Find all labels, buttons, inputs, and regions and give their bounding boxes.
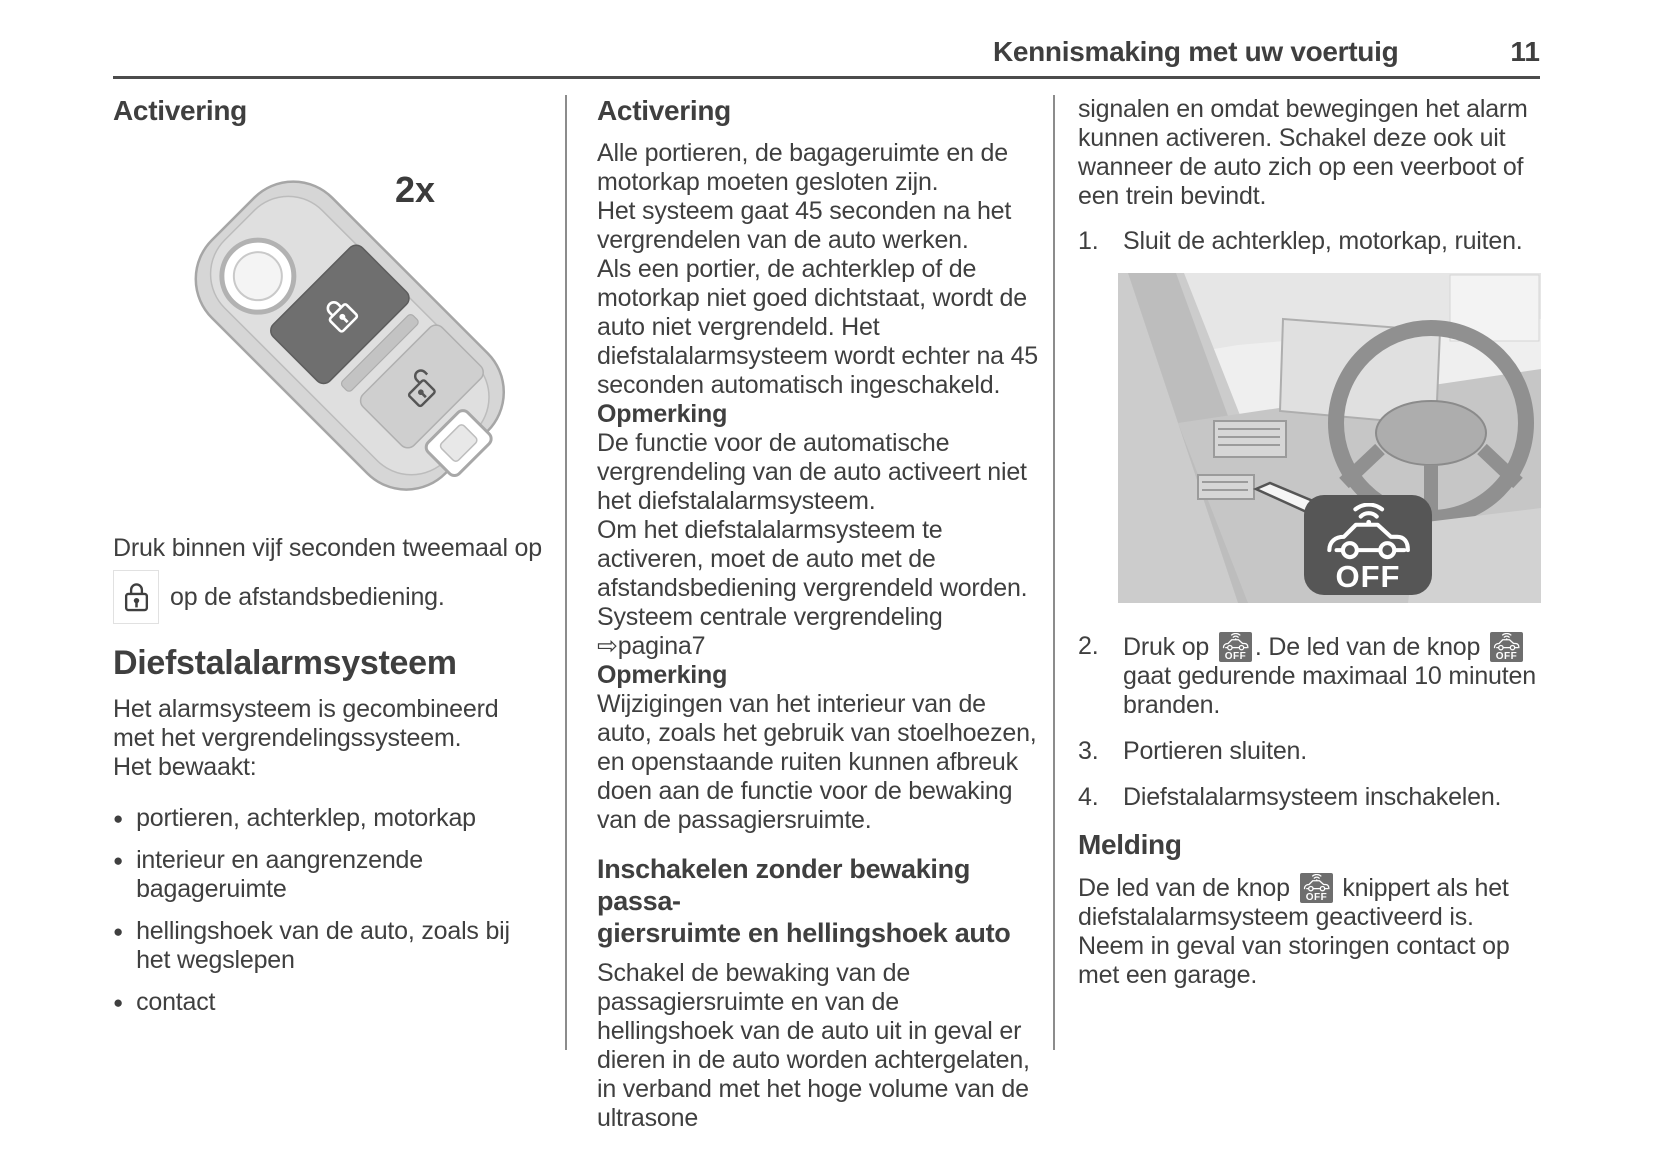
key-fob-illustration [113, 139, 546, 524]
press-twice-label: 2x [395, 169, 436, 210]
list-item [113, 988, 546, 1017]
paragraph: Als een portier, de achterklep of de motorkap niet goed dichtstaat, wordt de auto niet vergrendeld. Het diefstalalarmsysteem wordt echter na 45 seconden automatisch ingeschakeld. [597, 255, 1039, 399]
paragraph: Het systeem gaat 45 seconden na het vergrendelen van de auto werken. [597, 197, 1012, 254]
list-item [113, 846, 546, 904]
step-number: 4. [1078, 783, 1099, 811]
paragraph: Alle portieren, de bagageruimte en de motorkap moeten gesloten zijn. [597, 139, 1008, 196]
alarm-off-button-icon [1300, 873, 1333, 903]
bullet-text: ● contact [136, 988, 216, 1016]
step-item-3 [1078, 737, 1540, 766]
step-text-segment: Druk op [1123, 633, 1216, 661]
page-header [113, 36, 1540, 68]
section-heading-activering-middle: Activering [597, 95, 731, 126]
section-heading-melding: Melding [1078, 829, 1182, 860]
step-number: 1. [1078, 227, 1099, 255]
press-instruction-tail: op de afstandsbediening. [170, 582, 445, 611]
header-rule [113, 76, 1540, 79]
subsection-heading-line1: Inschakelen zonder bewaking passa- [597, 854, 971, 916]
press-instruction-line1: Druk binnen vijf seconden tweemaal op [113, 534, 542, 562]
note-paragraph: Wijzigingen van het interieur van de auto, zoals het gebruik van stoelhoezen, en openstaande ruiten kunnen afbreuk doen aan de functie voor de bewaking van de passagiersruimte. [597, 690, 1037, 834]
melding-text-segment: De led van de knop [1078, 874, 1297, 902]
subsection-heading-line2: giersruimte en hellingshoek auto [597, 918, 1011, 948]
column-separator-1 [565, 95, 567, 1050]
step-number: 2. [1078, 632, 1099, 660]
step-item-2 [1078, 632, 1540, 720]
cross-reference-page: ⇨pagina7 [597, 632, 706, 660]
melding-paragraph [1078, 873, 1540, 990]
alarm-off-callout-label: OFF [1335, 559, 1401, 594]
step-text: Portieren sluiten. [1123, 737, 1307, 765]
lock-icon-box [113, 570, 159, 624]
alarm-intro-monitors: Het bewaakt: [113, 753, 257, 781]
running-header-title: Kennismaking met uw voertuig [992, 36, 1399, 67]
step-text [1123, 632, 1540, 720]
lock-icon [123, 581, 150, 614]
note-label: Opmerking [597, 400, 728, 428]
alarm-off-button-icon [1219, 632, 1252, 662]
subsection-heading [597, 853, 1039, 949]
note-paragraph: De functie voor de automatische vergrendeling van de auto activeert niet het diefstalalarmsysteem. [597, 429, 1027, 515]
list-item [113, 917, 546, 975]
press-instruction-line2 [113, 570, 546, 624]
bullet-text: ● interieur en aangrenzende bagageruimte [136, 846, 423, 903]
column-middle [597, 95, 1039, 1133]
step-text-segment: gaat gedurende maximaal 10 minuten branden. [1123, 662, 1536, 719]
paragraph: Schakel de bewaking van de passagiersruimte en van de hellingshoek van de auto uit in geval er dieren in de auto worden achtergelaten, in verband met het hoge volume van de ultrasone [597, 959, 1030, 1132]
melding-text-segment: knippert als het diefstalalarmsysteem geactiveerd is. Neem in geval van storingen contact op met een garage. [1078, 874, 1510, 989]
section-heading-activering-left: Activering [113, 95, 247, 126]
column-separator-2 [1053, 95, 1055, 1050]
dashboard-figure [1118, 273, 1541, 608]
svg-text:OFF: OFF [1495, 651, 1518, 662]
dashboard-illustration [1118, 273, 1541, 603]
section-heading-diefstalalarmsysteem: Diefstalalarmsysteem [113, 644, 457, 682]
step-text: Sluit de achterklep, motorkap, ruiten. [1123, 227, 1523, 255]
step-item-1 [1078, 227, 1540, 256]
note-paragraph: Om het diefstalalarmsysteem te activeren, moet de auto met de afstandsbediening vergrendeld worden. [597, 516, 1028, 602]
column-right [1078, 95, 1540, 990]
bullet-text: ● hellingshoek van de auto, zoals bij het wegslepen [136, 917, 510, 974]
cross-reference-text: Systeem centrale vergrendeling [597, 603, 943, 631]
note-label: Opmerking [597, 661, 728, 689]
paragraph: signalen en omdat bewegingen het alarm kunnen activeren. Schakel deze ook uit wanneer de auto zich op een veerboot of een trein bevindt. [1078, 95, 1528, 210]
step-item-4 [1078, 783, 1540, 812]
step-text: Diefstalalarmsysteem inschakelen. [1123, 783, 1502, 811]
column-left [113, 95, 546, 1030]
step-number: 3. [1078, 737, 1099, 765]
alarm-off-button-icon [1490, 632, 1523, 662]
bullet-text: ● portieren, achterklep, motorkap [136, 804, 476, 832]
svg-text:OFF: OFF [1305, 892, 1327, 903]
page-number: 11 [1510, 36, 1540, 67]
list-item [113, 804, 546, 833]
alarm-intro-paragraph: Het alarmsysteem is gecombineerd met het vergrendelingssysteem. [113, 695, 499, 752]
step-text-segment: . De led van de knop [1254, 633, 1487, 661]
svg-text:OFF: OFF [1224, 651, 1247, 662]
key-fob-figure [113, 139, 546, 524]
